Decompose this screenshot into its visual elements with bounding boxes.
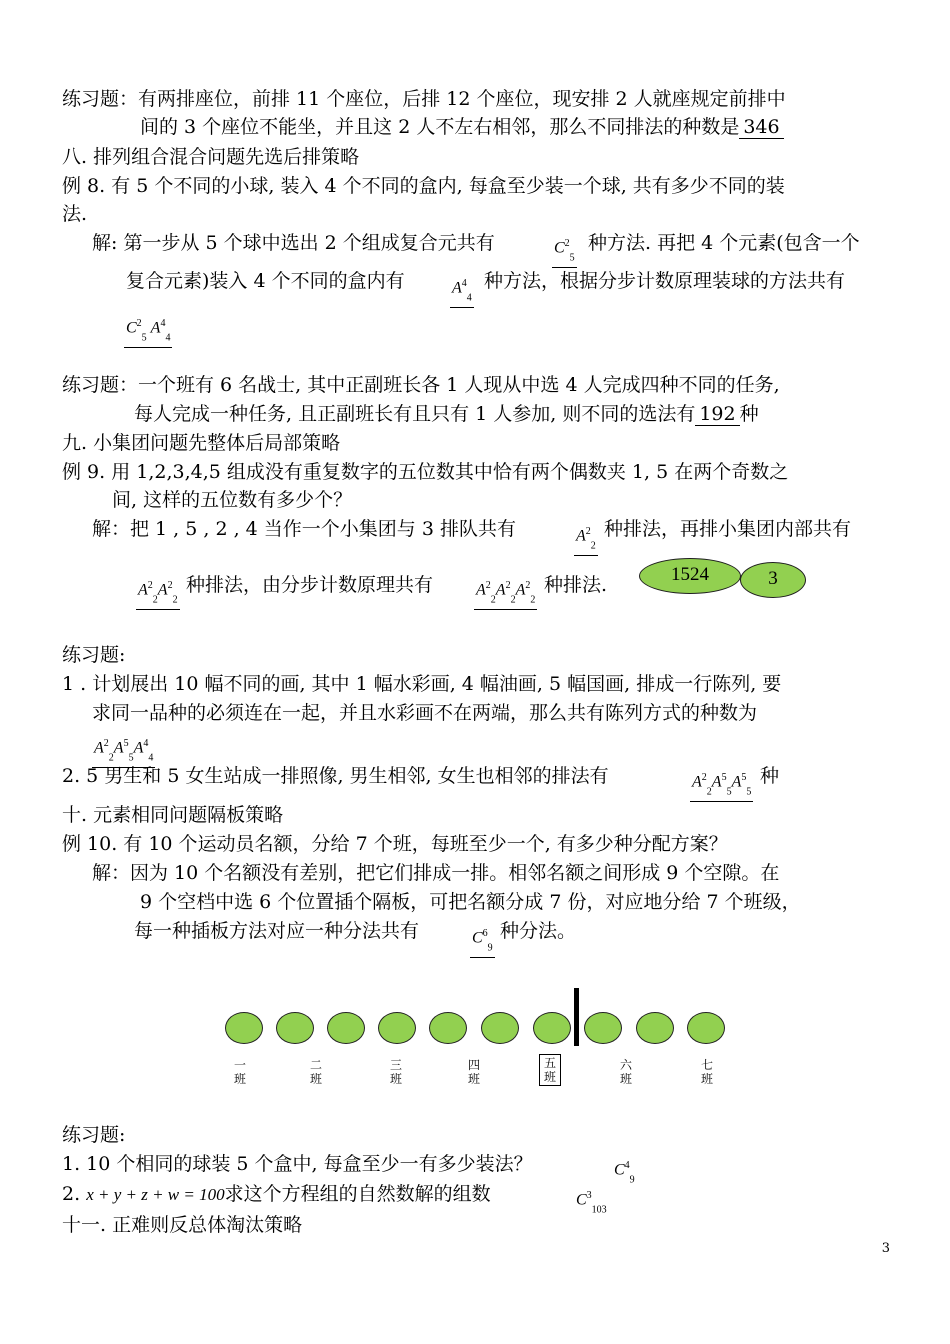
ball: [429, 1012, 467, 1044]
ball: [378, 1012, 416, 1044]
solution-9-line2b: 种排法.: [544, 574, 608, 596]
divider-bar: [574, 988, 579, 1046]
solution-9-line2a: 种排法，由分步计数原理共有: [186, 574, 434, 596]
exercise-10-p1: 1. 10 个相同的球装 5 个盒中, 每盒至少一有多少装法？: [62, 1153, 533, 1175]
exercise-10-p2: [62, 1181, 491, 1208]
exercise-9-p1-line2: 求同一品种的必须连在一起，并且水彩画不在两端，那么共有陈列方式的种数为: [92, 702, 758, 724]
section-10-heading: 十. 元素相同问题隔板策略: [62, 804, 284, 826]
example-8-line2: 法.: [62, 203, 88, 225]
solution-8-line1b: 种方法. 再把 4 个元素(包含一个: [588, 232, 860, 254]
formula-a-2-2: $A^2_2$: [574, 524, 598, 556]
solution-8-line1a: 解: 第一步从 5 个球中选出 2 个组成复合元共有: [92, 232, 495, 254]
formula-a22-a22-a22: $A^2_2A^2_2A^2_2$: [474, 578, 537, 610]
class-label: 二 班: [309, 1058, 322, 1086]
section-9-heading: 九. 小集团问题先整体后局部策略: [62, 432, 341, 454]
page-number: 3: [881, 1241, 890, 1256]
class-label: 七 班: [700, 1058, 713, 1086]
example-9-line1: 例 9. 用 1,2,3,4,5 组成没有重复数字的五位数其中恰有两个偶数夹 1, 5 在两个奇数之: [62, 461, 789, 483]
formula-c-9-4: $C^4_9$: [614, 1160, 635, 1186]
class-label: 六 班: [619, 1058, 632, 1086]
exercise-10-p2-text: 求这个方程组的自然数解的组数: [224, 1183, 491, 1205]
solution-9-line1b: 种排法，再排小集团内部共有: [604, 518, 852, 540]
exercise-9-p2b: 种: [760, 765, 780, 787]
exercise-8-unit: 种: [739, 403, 759, 425]
section-8-heading: 八. 排列组合混合问题先选后排策略: [62, 146, 360, 168]
formula-a-4-4: $A^4_4$: [450, 276, 474, 308]
solution-10-line1: 解：因为 10 个名额没有差别，把它们排成一排。相邻名额之间形成 9 个空隙。在: [92, 862, 780, 884]
formula-c52-a44: $C^2_5$ $A^4_4$: [124, 316, 172, 348]
exercise-9-heading: 练习题:: [62, 644, 126, 666]
exercise-9-p1-line1: 1 . 计划展出 10 幅不同的画, 其中 1 幅水彩画, 4 幅油画, 5 幅国画, 排成一行陈列, 要: [62, 673, 782, 695]
exercise-10-p2-num: 2.: [62, 1183, 81, 1205]
class-label: 四 班: [467, 1058, 480, 1086]
solution-10-line3b: 种分法。: [500, 920, 577, 942]
example-10-line1: 例 10. 有 10 个运动员名额，分给 7 个班，每班至少一个, 有多少种分配方案？: [62, 833, 728, 855]
answer-oval-3: 3: [740, 562, 806, 598]
ball: [533, 1012, 571, 1044]
ball: [276, 1012, 314, 1044]
example-8-line1: 例 8. 有 5 个不同的小球, 装入 4 个不同的盒内, 每盒至少装一个球, 共有多少不同的装: [62, 175, 785, 197]
formula-c-9-6: $C^6_9$: [470, 926, 495, 958]
formula-c-5-2: $C^2_5$: [552, 236, 577, 268]
class-label-boxed: 五 班: [539, 1054, 561, 1086]
ball: [584, 1012, 622, 1044]
exercise-8-line2: [134, 401, 759, 427]
ball: [225, 1012, 263, 1044]
formula-a22-a55-a55: $A^2_2A^5_5A^5_5$: [690, 770, 753, 802]
answer-oval-1524: 1524: [639, 558, 741, 594]
exercise-7-line1: 练习题：有两排座位，前排 11 个座位，后排 12 个座位，现安排 2 人就座规定前排中: [62, 88, 786, 110]
ball: [481, 1012, 519, 1044]
exercise-8-answer: 192: [695, 403, 739, 426]
exercise-8-line1: 练习题：一个班有 6 名战士, 其中正副班长各 1 人现从中选 4 人完成四种不同的任务,: [62, 374, 780, 396]
equation: x + y + z + w = 100: [86, 1185, 225, 1204]
class-label: 一 班: [233, 1058, 246, 1086]
exercise-8-text: 每人完成一种任务, 且正副班长有且只有 1 人参加, 则不同的选法有: [134, 403, 696, 425]
class-label: 三 班: [389, 1058, 402, 1086]
exercise-10-heading: 练习题:: [62, 1124, 126, 1146]
solution-10-line3a: 每一种插板方法对应一种分法共有: [134, 920, 420, 942]
example-9-line2: 间, 这样的五位数有多少个？: [112, 489, 353, 511]
exercise-9-p2a: 2. 5 男生和 5 女生站成一排照像, 男生相邻, 女生也相邻的排法有: [62, 765, 609, 787]
solution-8-line2a: 复合元素)装入 4 个不同的盒内有: [126, 270, 405, 292]
solution-9-line1a: 解：把 1 , 5 , 2 , 4 当作一个小集团与 3 排队共有: [92, 518, 516, 540]
formula-c-103-3: $C^3_{103}$: [576, 1190, 607, 1216]
exercise-7-answer: 346: [739, 116, 783, 139]
exercise-7-text: 间的 3 个座位不能坐，并且这 2 人不左右相邻，那么不同排法的种数是: [140, 116, 740, 138]
ball: [327, 1012, 365, 1044]
ball: [636, 1012, 674, 1044]
formula-a22-a55-a44: $A^2_2A^5_5A^4_4$: [92, 736, 155, 768]
exercise-7-line2: [140, 114, 784, 140]
section-11-heading: 十一. 正难则反总体淘汰策略: [62, 1214, 303, 1236]
formula-a22-a22: $A^2_2A^2_2$: [136, 578, 180, 610]
ball: [687, 1012, 725, 1044]
solution-8-line2b: 种方法，根据分步计数原理装球的方法共有: [484, 270, 846, 292]
solution-10-line2: 9 个空档中选 6 个位置插个隔板，可把名额分成 7 份，对应地分给 7 个班级，: [140, 891, 801, 913]
